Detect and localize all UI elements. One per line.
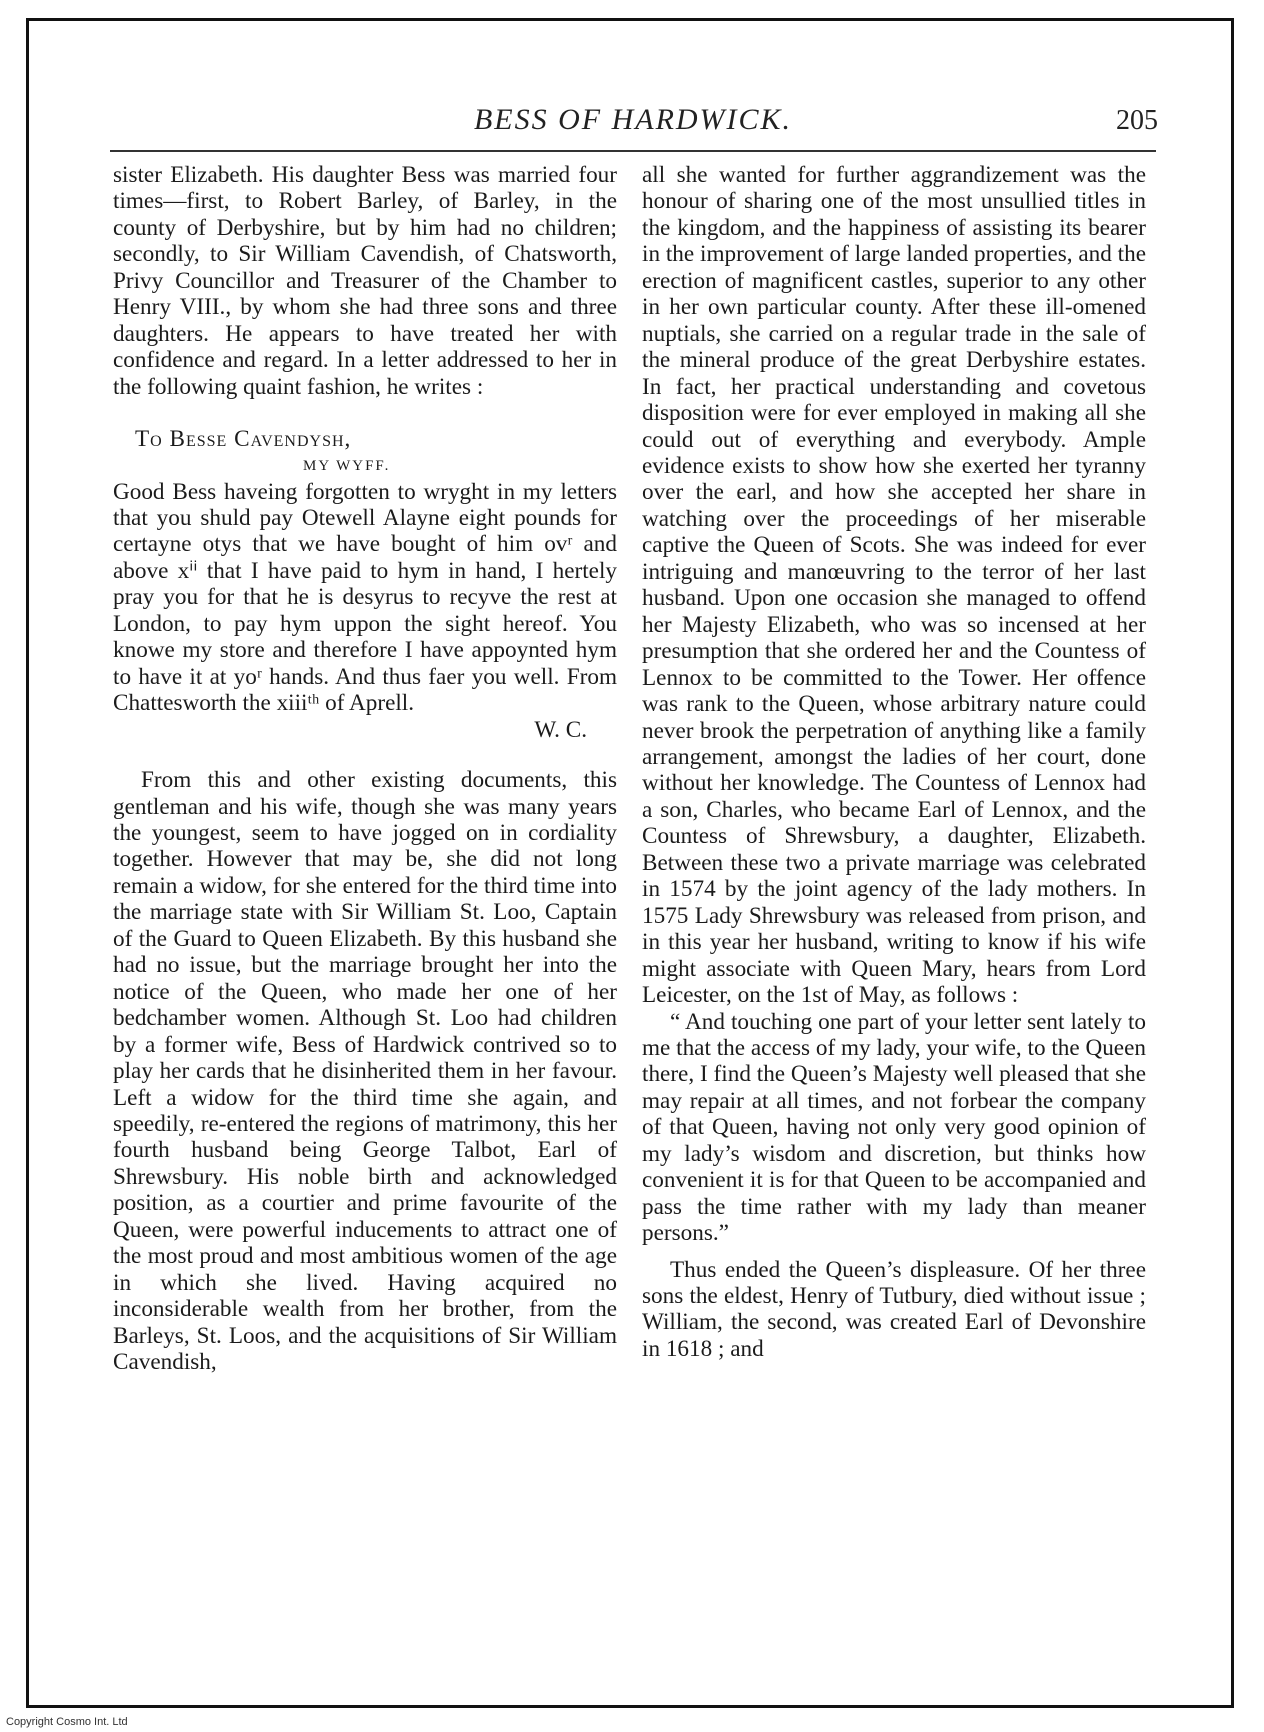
paragraph-gap — [113, 743, 617, 767]
letter-body: Good Bess haveing forgotten to wryght in my letters that you shuld pay Otewell Alayne eight pounds for certayne otys that we have bought of him ovʳ and above xⁱⁱ that I have paid to hym in hand, I hertely pray you for that he is desyrus to recyve the rest at London, to pay hym uppon the sight hereof. You knowe my store and therefore I have appoynted hym to have it at yoʳ hands. And thus faer you well. From Chattesworth the xiiiᵗʰ of Aprell. — [113, 478, 617, 717]
right-column — [642, 162, 1146, 1362]
running-title: BESS OF HARDWICK. — [473, 103, 793, 136]
letter-signature: W. C. — [534, 716, 587, 743]
letter-subhead: MY WYFF. — [303, 457, 391, 474]
page-number: 205 — [1116, 105, 1158, 136]
left-paragraph-2: From this and other existing documents, this gentleman and his wife, though she was many years the youngest, seem to have jogged on in cordiality together. However that may be, she did not long remain a widow, for she entered for the third time into the marriage state with Sir William St. Loo, Captain of the Guard to Queen Elizabeth. By this husband she had no issue, but the marriage brought her into the notice of the Queen, who made her one of her bedchamber women. Although St. Loo had children by a former wife, Bess of Hardwick contrived so to play her cards that he disinherited them in her favour. Left a widow for the third time she again, and speedily, re-entered the regions of matrimony, this her fourth husband being George Talbot, Earl of Shrewsbury. His noble birth and acknowledged position, as a courtier and prime favourite of the Queen, were powerful inducements to attract one of the most proud and most ambitious women of the age in which she lived. Having acquired no inconsiderable wealth from her brother, from the Barleys, St. Loos, and the acquisitions of Sir William Cavendish, — [113, 767, 617, 1376]
header-rule — [110, 150, 1156, 152]
right-paragraph-2: Thus ended the Queen’s displeasure. Of her three sons the eldest, Henry of Tutbury, died without issue ; William, the second, was created Earl of Devonshire in 1618 ; and — [642, 1256, 1146, 1362]
page-header — [108, 103, 1158, 143]
left-column — [113, 162, 617, 1375]
right-paragraph-1: all she wanted for further aggrandizement was the honour of sharing one of the most unsullied titles in the kingdom, and the happiness of assisting its bearer in the improvement of large landed properties, and the erection of magnificent castles, superior to any other in her own particular county. After these ill-omened nuptials, she carried on a regular trade in the sale of the mineral produce of the great Derbyshire estates. In fact, her practical understanding and covetous disposition were for ever employed in making all she could out of everything and everybody. Ample evidence exists to show how she exerted her tyranny over the earl, and how she accepted her share in watching over the proceedings of her miserable captive the Queen of Scots. She was indeed for ever intriguing and manœuvring to the terror of her last husband. Upon one occasion she managed to offend her Majesty Elizabeth, who was so incensed at her presumption that she ordered her and the Countess of Lennox to be committed to the Tower. Her offence was rank to the Queen, whose arbitrary nature could never brook the perpetration of anything like a family arrangement, amongst the ladies of her court, done without her knowledge. The Countess of Lennox had a son, Charles, who became Earl of Lennox, and the Countess of Shrewsbury, a daughter, Elizabeth. Between these two a private marriage was celebrated in 1574 by the joint agency of the lady mothers. In 1575 Lady Shrewsbury was released from prison, and in this year her husband, writing to know if his wife might associate with Queen Mary, hears from Lord Leicester, on the 1st of May, as follows : — [642, 162, 1146, 1009]
copyright-notice: Copyright Cosmo Int. Ltd — [6, 1716, 128, 1728]
left-paragraph-1: sister Elizabeth. His daughter Bess was married four times—first, to Robert Barley, of Barley, in the county of Derbyshire, but by him had no children; secondly, to Sir William Cavendish, of Chatsworth, Privy Councillor and Treasurer of the Chamber to Henry VIII., by whom she had three sons and three daughters. He appears to have treated her with confidence and regard. In a letter addressed to her in the following quaint fashion, he writes : — [113, 162, 617, 400]
letter-salutation: To Besse Cavendysh, — [135, 426, 352, 453]
leicester-quote: “ And touching one part of your letter sent lately to me that the access of my lady, your wife, to the Queen there, I find the Queen’s Majesty well pleased that she may repair at all times, and not forbear the company of that Queen, having not only very good opinion of my lady’s wisdom and discretion, but thinks how convenient it is for that Queen to be accompanied and pass the time rather with my lady than meaner persons.” — [642, 1008, 1146, 1247]
